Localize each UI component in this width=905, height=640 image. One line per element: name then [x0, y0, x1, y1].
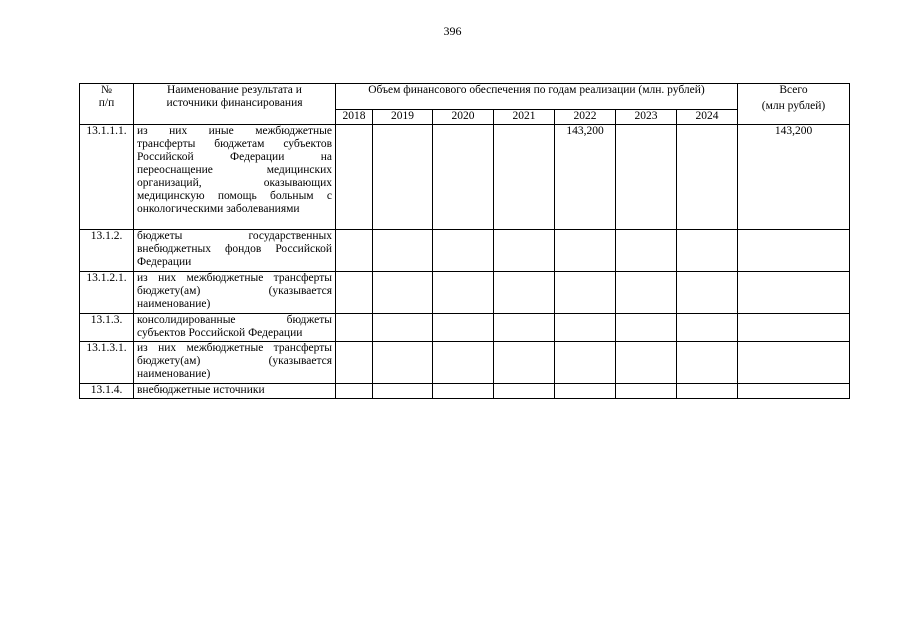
value-cell — [677, 272, 738, 314]
value-cell — [336, 314, 373, 342]
value-cell — [433, 384, 494, 399]
value-cell — [373, 230, 433, 272]
row-name: внебюджетные источники — [134, 384, 336, 399]
header-year: 2022 — [555, 110, 616, 125]
value-cell — [616, 384, 677, 399]
value-cell — [616, 230, 677, 272]
value-cell — [433, 230, 494, 272]
page-number: 396 — [443, 24, 462, 38]
total-cell — [738, 384, 850, 399]
table-row — [80, 230, 850, 272]
header-year: 2019 — [373, 110, 433, 125]
header-funding: Объем финансового обеспечения по годам реализации (млн. рублей) — [336, 84, 738, 110]
header-year: 2020 — [433, 110, 494, 125]
table-row — [80, 314, 850, 342]
total-cell: 143,200 — [738, 125, 850, 230]
value-cell — [555, 384, 616, 399]
row-number: 13.1.2.1. — [80, 272, 134, 314]
value-cell — [494, 125, 555, 230]
total-cell — [738, 314, 850, 342]
value-cell — [555, 342, 616, 384]
row-number: 13.1.4. — [80, 384, 134, 399]
total-cell — [738, 272, 850, 314]
value-cell — [433, 272, 494, 314]
header-year: 2021 — [494, 110, 555, 125]
header-year: 2023 — [616, 110, 677, 125]
value-cell — [373, 125, 433, 230]
row-name: из них межбюджетные трансферты бюджету(ам) (указывается наименование) — [134, 342, 336, 384]
value-cell — [494, 384, 555, 399]
value-cell — [373, 272, 433, 314]
row-name: консолидированные бюджеты субъектов Российской Федерации — [134, 314, 336, 342]
row-name: из них межбюджетные трансферты бюджету(ам) (указывается наименование) — [134, 272, 336, 314]
value-cell — [494, 230, 555, 272]
value-cell — [336, 342, 373, 384]
value-cell — [555, 230, 616, 272]
value-cell — [336, 230, 373, 272]
total-cell — [738, 230, 850, 272]
funding-table — [79, 83, 850, 399]
value-cell — [616, 125, 677, 230]
value-cell — [433, 342, 494, 384]
value-cell — [677, 314, 738, 342]
header-year: 2018 — [336, 110, 373, 125]
value-cell — [373, 314, 433, 342]
value-cell — [494, 314, 555, 342]
value-cell — [373, 384, 433, 399]
table-row — [80, 384, 850, 399]
total-cell — [738, 342, 850, 384]
value-cell — [336, 125, 373, 230]
value-cell — [616, 314, 677, 342]
value-cell — [494, 342, 555, 384]
row-number: 13.1.3. — [80, 314, 134, 342]
value-cell — [373, 342, 433, 384]
value-cell — [336, 272, 373, 314]
table-row — [80, 342, 850, 384]
header-year: 2024 — [677, 110, 738, 125]
value-cell — [677, 230, 738, 272]
row-name: бюджеты государственных внебюджетных фондов Российской Федерации — [134, 230, 336, 272]
value-cell — [555, 314, 616, 342]
value-cell — [494, 272, 555, 314]
value-cell — [677, 342, 738, 384]
value-cell — [616, 342, 677, 384]
header-total: Всего (млн рублей) — [738, 84, 850, 125]
header-number: № п/п — [80, 84, 134, 125]
value-cell — [616, 272, 677, 314]
value-cell — [677, 125, 738, 230]
row-number: 13.1.3.1. — [80, 342, 134, 384]
table-row — [80, 125, 850, 230]
row-number: 13.1.1.1. — [80, 125, 134, 230]
row-number: 13.1.2. — [80, 230, 134, 272]
value-cell — [677, 384, 738, 399]
value-cell: 143,200 — [555, 125, 616, 230]
row-name: из них иные межбюджетные трансферты бюджетам субъектов Российской Федерации на переоснащение медицинских организаций, оказывающих медицинскую помощь больным с онкологическими заболеваниями — [134, 125, 336, 230]
value-cell — [433, 314, 494, 342]
table-row — [80, 272, 850, 314]
value-cell — [336, 384, 373, 399]
value-cell — [555, 272, 616, 314]
header-name: Наименование результата и источники финансирования — [134, 84, 336, 125]
value-cell — [433, 125, 494, 230]
